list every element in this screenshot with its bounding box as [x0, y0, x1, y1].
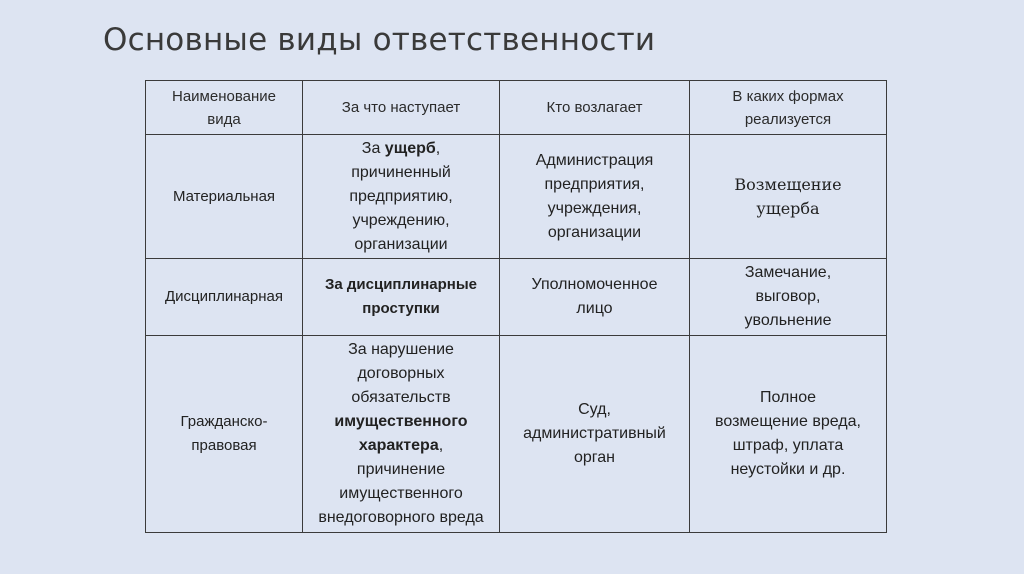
forms-text: неустойки и др.: [730, 461, 846, 478]
header-basis-text: За что наступает: [341, 99, 461, 116]
type-cell-disciplinary: [146, 259, 303, 336]
type-cell-material: [146, 135, 303, 259]
page-title: Основные виды ответственности: [103, 22, 656, 58]
who-text: Суд,: [578, 401, 611, 418]
who-text: Администрация: [535, 151, 654, 169]
table-row: [146, 259, 887, 336]
type-cell-civil: [146, 336, 303, 533]
forms-text: Полное: [759, 389, 816, 406]
who-text: организации: [547, 223, 642, 241]
forms-text: выговор,: [755, 288, 821, 305]
basis-cell-disciplinary: [303, 259, 500, 336]
header-type-line-2: вида: [207, 110, 241, 128]
basis-text: договорных: [357, 365, 445, 382]
responsibility-table: [145, 80, 887, 533]
forms-text: Возмещение: [734, 174, 842, 194]
basis-text: имущественного: [339, 485, 463, 502]
basis-text: причинение: [356, 461, 446, 478]
who-text: лицо: [576, 300, 613, 317]
forms-text: штраф, уплата: [732, 437, 844, 454]
basis-text: предприятию,: [349, 187, 453, 205]
type-label: Дисциплинарная: [165, 288, 283, 305]
forms-text: возмещение вреда,: [715, 413, 861, 430]
who-text: административный: [523, 425, 666, 442]
who-text: орган: [573, 449, 615, 466]
forms-cell-material: [690, 135, 887, 259]
header-forms: [690, 81, 887, 135]
header-type: [146, 81, 303, 135]
who-text: учреждения,: [547, 199, 642, 217]
header-who: [500, 81, 690, 135]
who-cell-disciplinary: [500, 259, 690, 336]
who-cell-civil: [500, 336, 690, 533]
basis-text: обязательств: [351, 389, 451, 406]
forms-text: Замечание,: [744, 264, 832, 281]
forms-cell-civil: [690, 336, 887, 533]
header-basis: [303, 81, 500, 135]
basis-bold-text: проступки: [362, 300, 440, 317]
basis-text: внедоговорного вреда: [318, 509, 484, 526]
basis-text: учреждению,: [352, 211, 450, 229]
basis-text: причиненный: [351, 163, 451, 181]
who-text: предприятия,: [544, 175, 645, 193]
who-text: Уполномоченное: [531, 276, 658, 293]
forms-text: увольнение: [744, 312, 832, 329]
table-row: [146, 135, 887, 259]
type-label: Материальная: [172, 187, 276, 205]
basis-text: За: [361, 139, 385, 157]
basis-cell-material: [303, 135, 500, 259]
type-label: Гражданско-: [180, 413, 268, 430]
type-label: правовая: [191, 437, 257, 454]
who-cell-material: [500, 135, 690, 259]
header-who-text: Кто возлагает: [546, 99, 643, 116]
basis-text: организации: [354, 235, 448, 253]
table-header-row: [146, 81, 887, 135]
forms-text: ущерба: [756, 198, 820, 218]
header-forms-line-2: реализуется: [744, 110, 832, 128]
basis-bold-text: имущественного: [334, 413, 468, 430]
basis-bold-text: ущерб: [384, 139, 436, 157]
basis-bold-text: характера: [358, 437, 439, 454]
forms-cell-disciplinary: [690, 259, 887, 336]
basis-text: За нарушение: [348, 341, 454, 358]
basis-cell-civil: [303, 336, 500, 533]
header-forms-line-1: В каких формах: [732, 87, 844, 105]
basis-text: ,: [438, 437, 444, 454]
basis-bold-text: За дисциплинарные: [324, 276, 478, 293]
table-row: [146, 336, 887, 533]
basis-text: ,: [435, 139, 441, 157]
header-type-line-1: Наименование: [172, 87, 276, 105]
